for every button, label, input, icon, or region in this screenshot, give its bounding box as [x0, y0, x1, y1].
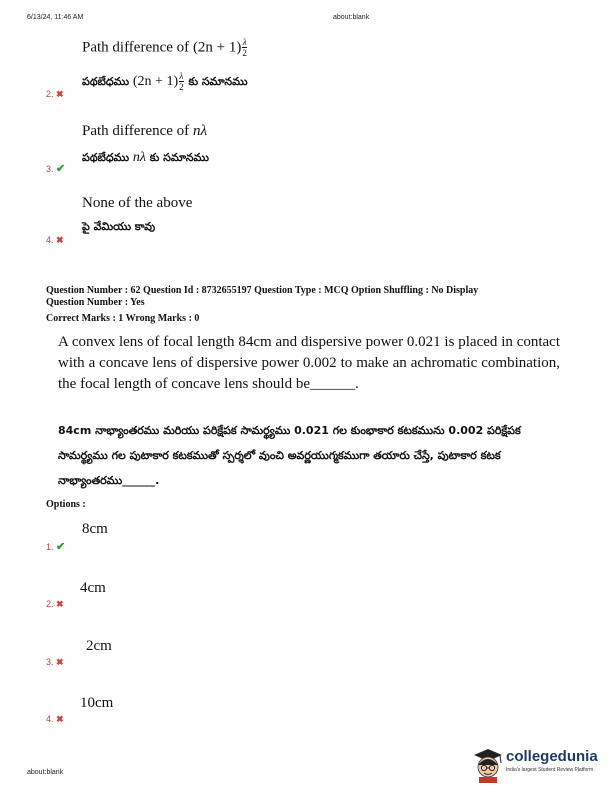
collegedunia-logo	[472, 745, 612, 785]
print-timestamp: 6/13/24, 11:46 AM	[27, 14, 84, 21]
wrong-mark-icon: ✖	[56, 714, 64, 724]
option-1-text: 8cm	[82, 521, 108, 537]
prev-option-2-te: పథబేధము (2n + 1) $\frac{\lambda}{2}$ కు సమానము	[82, 71, 248, 92]
option-4-text: 10cm	[80, 695, 114, 711]
option-3-text: 2cm	[86, 638, 112, 654]
option-1-number: 1. ✔	[46, 541, 66, 553]
prev-option-4-en: None of the above	[82, 195, 193, 211]
correct-mark-icon: ✔	[56, 163, 66, 175]
option-2-number: 2. ✖	[46, 599, 64, 609]
options-label: Options :	[46, 499, 86, 510]
prev-option-3-te: పథబేధము nλ కు సమానము	[82, 150, 209, 165]
question-text-te: 84cm నాభ్యాంతరము మరియు పరిక్షేపక సామర్థ్యము 0.021 గల కుంభాకార కటకమును 0.002 పరిక్షేపక సామర్థ్యము గల పుటాకార కటకముతో స్పర్శలో వుంచి అవర్ణయుగ్మకముగా తయారు చేస్తే, పుటాకార కటక నాభ్యాంతరము______.	[58, 424, 521, 487]
question-meta-line-1: Question Number : 62 Question Id : 8732655197 Question Type : MCQ Option Shuffling : No Display	[46, 285, 479, 296]
prev-option-3-en: Path difference of nλ	[82, 123, 207, 139]
option-4-number: 4. ✖	[46, 714, 64, 724]
question-text-en: A convex lens of focal length 84cm and dispersive power 0.021 is placed in contact with a concave lens of dispersive power 0.002 to make an achromatic combination, the focal length of concave lens should be______.	[58, 334, 560, 392]
prev-option-2-en: Path difference of (2n + 1) $\frac{\lambda}{2}$	[82, 37, 247, 58]
prev-option-2-number: 2. ✖	[46, 89, 64, 99]
page-title: about:blank	[333, 14, 370, 21]
mascot-icon	[472, 745, 504, 783]
prev-option-4-te: పై వేమియు కావు	[82, 220, 156, 233]
question-meta-line-2: Question Number : Yes	[46, 297, 145, 308]
prev-option-3-number: 3. ✔	[46, 163, 66, 175]
option-2-text: 4cm	[80, 580, 106, 596]
option-3-number: 3. ✖	[46, 657, 64, 667]
wrong-mark-icon: ✖	[56, 657, 64, 667]
prev-option-4-number: 4. ✖	[46, 235, 64, 245]
wrong-mark-icon: ✖	[56, 89, 64, 99]
question-marks: Correct Marks : 1 Wrong Marks : 0	[46, 313, 200, 324]
logo-name: collegedunia	[506, 748, 598, 765]
lambda-over-2-fraction: $\frac{\lambda}{2}$	[242, 37, 247, 58]
wrong-mark-icon: ✖	[56, 235, 64, 245]
logo-tagline: India's largest Student Review Platform	[506, 767, 594, 773]
wrong-mark-icon: ✖	[56, 599, 64, 609]
footer-url: about:blank	[27, 769, 64, 776]
correct-mark-icon: ✔	[56, 541, 66, 553]
